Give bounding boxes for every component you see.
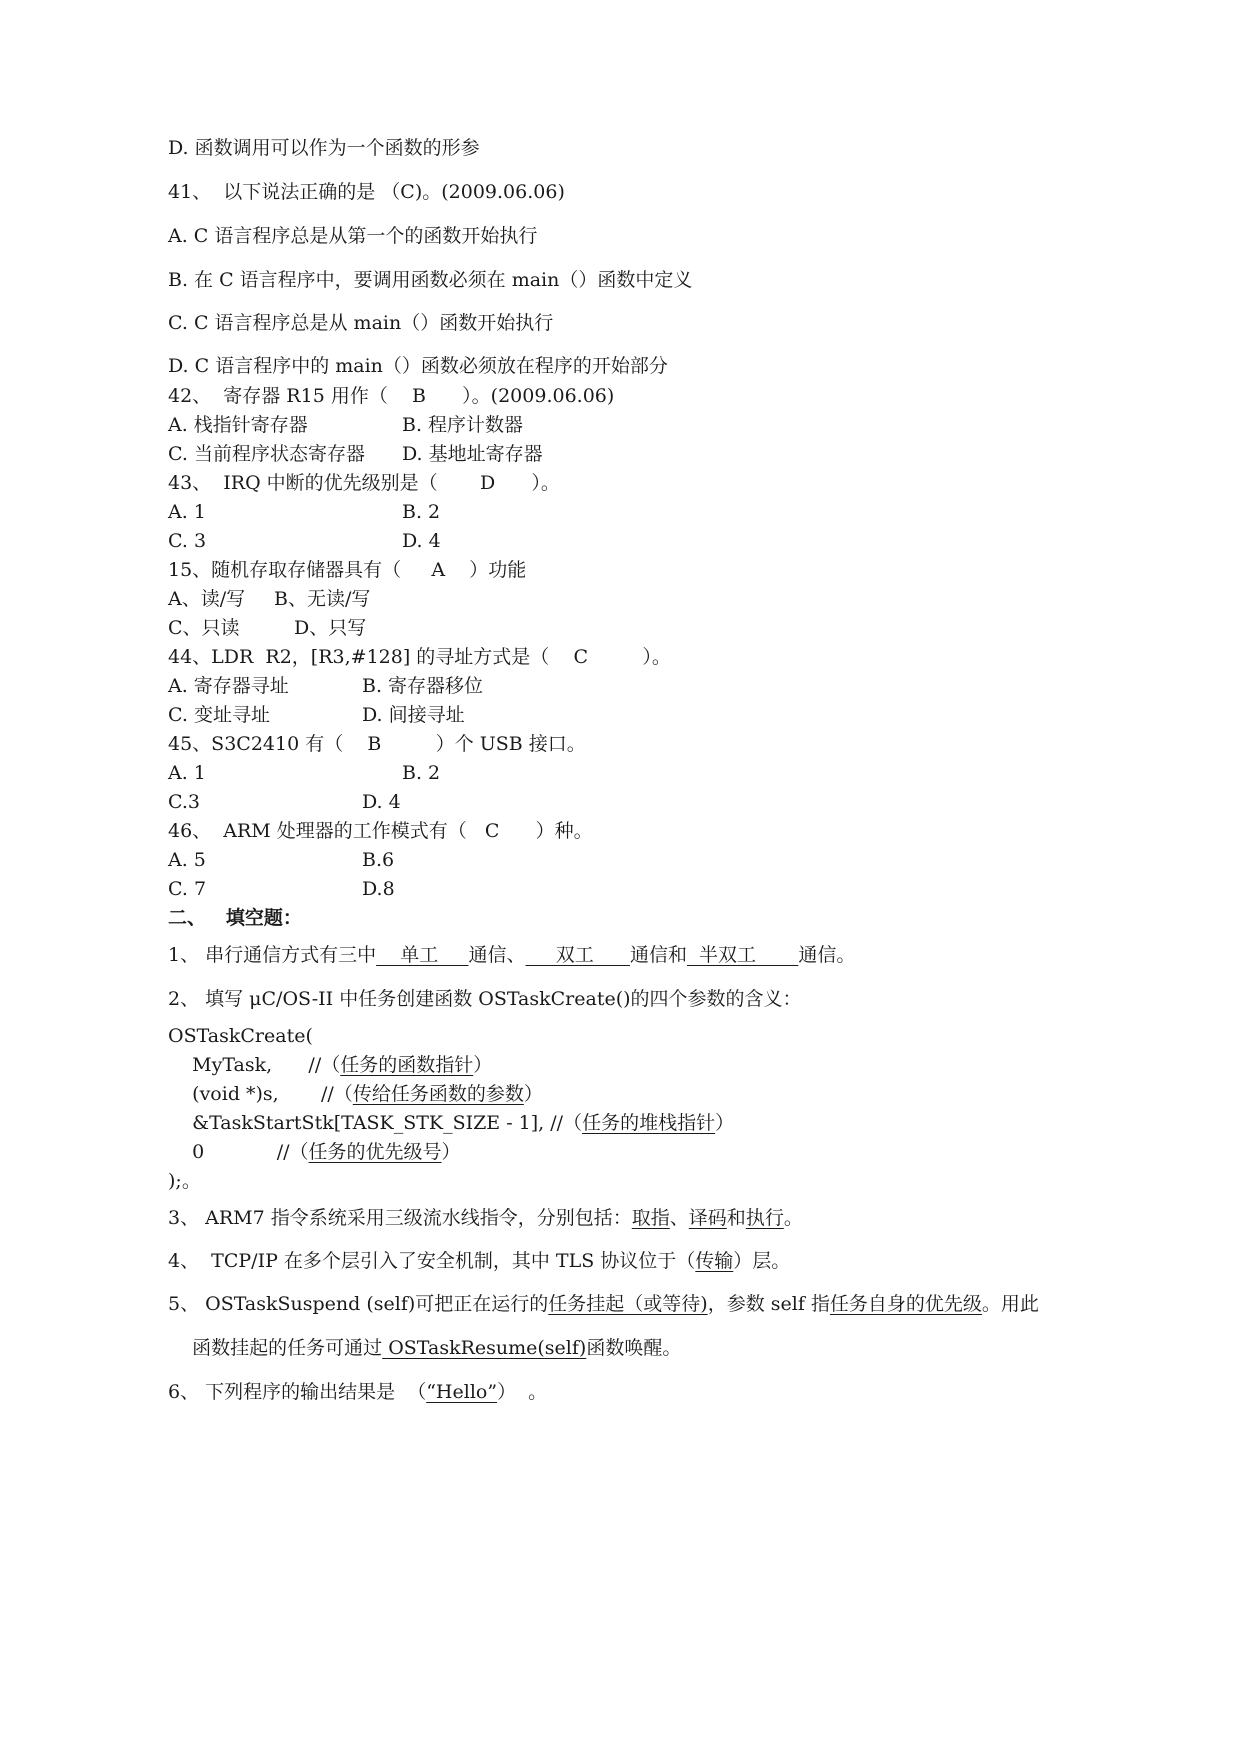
section-heading-fill-blank: 二、 填空题： [168, 907, 302, 929]
answer-blank: 任务的优先级号 [308, 1141, 442, 1163]
option-a-q41: A. C 语言程序总是从第一个的函数开始执行 [168, 225, 538, 247]
option-a-q15: A、读/写 [168, 588, 246, 610]
option-c-q44: C. 变址寻址 [168, 704, 270, 726]
answer-blank: 译码 [688, 1207, 727, 1229]
text: 函数挂起的任务可通过 [168, 1337, 383, 1359]
option-c-q45: C.3 [168, 791, 200, 813]
code-text: MyTask, //（ [168, 1054, 341, 1076]
option-c-q42: C. 当前程序状态寄存器 [168, 443, 365, 465]
option-d-q45: D. 4 [362, 791, 401, 813]
code-text: (void *)s, //（ [168, 1083, 353, 1105]
code-line [168, 1111, 734, 1135]
answer-blank: 双工 [525, 944, 630, 966]
code-text: &TaskStartStk[TASK_STK_SIZE - 1], //（ [168, 1112, 583, 1134]
option-b-q45: B. 2 [402, 762, 441, 784]
option-a-q42: A. 栈指针寄存器 [168, 414, 308, 436]
fill-question-5 [168, 1292, 1039, 1316]
text: 函数唤醒。 [586, 1337, 682, 1359]
answer-blank: OSTaskResume(self) [382, 1337, 587, 1359]
code-line [168, 1140, 461, 1164]
question-15: 15、随机存取存储器具有（ A ）功能 [168, 559, 527, 581]
code-text: ） [473, 1054, 493, 1076]
code-text: 0 //（ [168, 1141, 309, 1163]
option-b-q46: B.6 [362, 849, 395, 871]
option-b-q15: B、无读/写 [274, 588, 371, 610]
text: 、 [669, 1207, 689, 1229]
option-b-q43: B. 2 [402, 501, 441, 523]
code-text: ） [441, 1141, 461, 1163]
option-d-q40: D. 函数调用可以作为一个函数的形参 [168, 137, 480, 159]
option-d-q41: D. C 语言程序中的 main（）函数必须放在程序的开始部分 [168, 355, 668, 377]
text: 。用此 [981, 1293, 1039, 1315]
text: 6、 下列程序的输出结果是 （ [168, 1381, 427, 1403]
fill-question-1 [168, 943, 855, 967]
text: 3、 ARM7 指令系统采用三级流水线指令，分别包括： [168, 1207, 632, 1229]
option-b-q44: B. 寄存器移位 [362, 675, 484, 697]
option-b-q41: B. 在 C 语言程序中，要调用函数必须在 main（）函数中定义 [168, 269, 693, 291]
option-a-q46: A. 5 [168, 849, 206, 871]
fill-question-6 [168, 1380, 547, 1404]
option-d-q43: D. 4 [402, 530, 441, 552]
option-c-q15: C、只读 [168, 617, 240, 639]
text: ） 。 [497, 1381, 548, 1403]
fill-question-3 [168, 1206, 803, 1230]
question-44: 44、LDR R2，[R3,#128] 的寻址方式是（ C ）。 [168, 646, 671, 668]
text: 通信。 [798, 944, 856, 966]
code-line: OSTaskCreate( [168, 1025, 313, 1047]
text: 5、 OSTaskSuspend (self)可把正在运行的 [168, 1293, 549, 1315]
text: 通信、 [468, 944, 526, 966]
answer-blank: 任务的函数指针 [340, 1054, 474, 1076]
answer-blank: 传输 [695, 1250, 734, 1272]
code-line: );。 [168, 1170, 201, 1192]
code-text: ） [715, 1112, 735, 1134]
fill-question-5-cont [168, 1336, 681, 1360]
answer-blank: 任务自身的优先级 [829, 1293, 982, 1315]
question-46: 46、 ARM 处理器的工作模式有（ C ）种。 [168, 820, 593, 842]
answer-blank: 取指 [631, 1207, 670, 1229]
question-45: 45、S3C2410 有（ B ）个 USB 接口。 [168, 733, 586, 755]
code-line [168, 1053, 492, 1077]
option-d-q15: D、只写 [294, 617, 367, 639]
option-c-q43: C. 3 [168, 530, 207, 552]
text: ，参数 self 指 [707, 1293, 830, 1315]
code-line [168, 1082, 543, 1106]
text: 4、 TCP/IP 在多个层引入了安全机制，其中 TLS 协议位于（ [168, 1250, 696, 1272]
text: 。 [783, 1207, 803, 1229]
fill-question-4 [168, 1249, 790, 1273]
text: 和 [726, 1207, 746, 1229]
answer-blank: 任务的堆栈指针 [582, 1112, 716, 1134]
question-42: 42、 寄存器 R15 用作（ B ）。(2009.06.06) [168, 385, 615, 407]
question-41: 41、 以下说法正确的是 （C)。(2009.06.06) [168, 181, 565, 203]
code-text: ） [523, 1083, 543, 1105]
answer-blank: 任务挂起（或等待) [548, 1293, 708, 1315]
answer-blank: 执行 [745, 1207, 784, 1229]
option-c-q46: C. 7 [168, 878, 207, 900]
option-d-q42: D. 基地址寄存器 [402, 443, 543, 465]
question-43: 43、 IRQ 中断的优先级别是（ D ）。 [168, 472, 560, 494]
answer-blank: 传给任务函数的参数 [352, 1083, 524, 1105]
option-a-q45: A. 1 [168, 762, 206, 784]
option-b-q42: B. 程序计数器 [402, 414, 524, 436]
answer-blank: 单工 [376, 944, 469, 966]
option-c-q41: C. C 语言程序总是从 main（）函数开始执行 [168, 312, 554, 334]
option-d-q44: D. 间接寻址 [362, 704, 465, 726]
answer-blank: 半双工 [686, 944, 799, 966]
option-d-q46: D.8 [362, 878, 395, 900]
fill-question-2: 2、 填写 μC/OS-II 中任务创建函数 OSTaskCreate()的四个参数的含义： [168, 988, 802, 1010]
text: 通信和 [629, 944, 687, 966]
text: ）层。 [733, 1250, 791, 1272]
answer-blank: “Hello” [426, 1381, 498, 1403]
text: 1、 串行通信方式有三中 [168, 944, 377, 966]
option-a-q44: A. 寄存器寻址 [168, 675, 289, 697]
option-a-q43: A. 1 [168, 501, 206, 523]
